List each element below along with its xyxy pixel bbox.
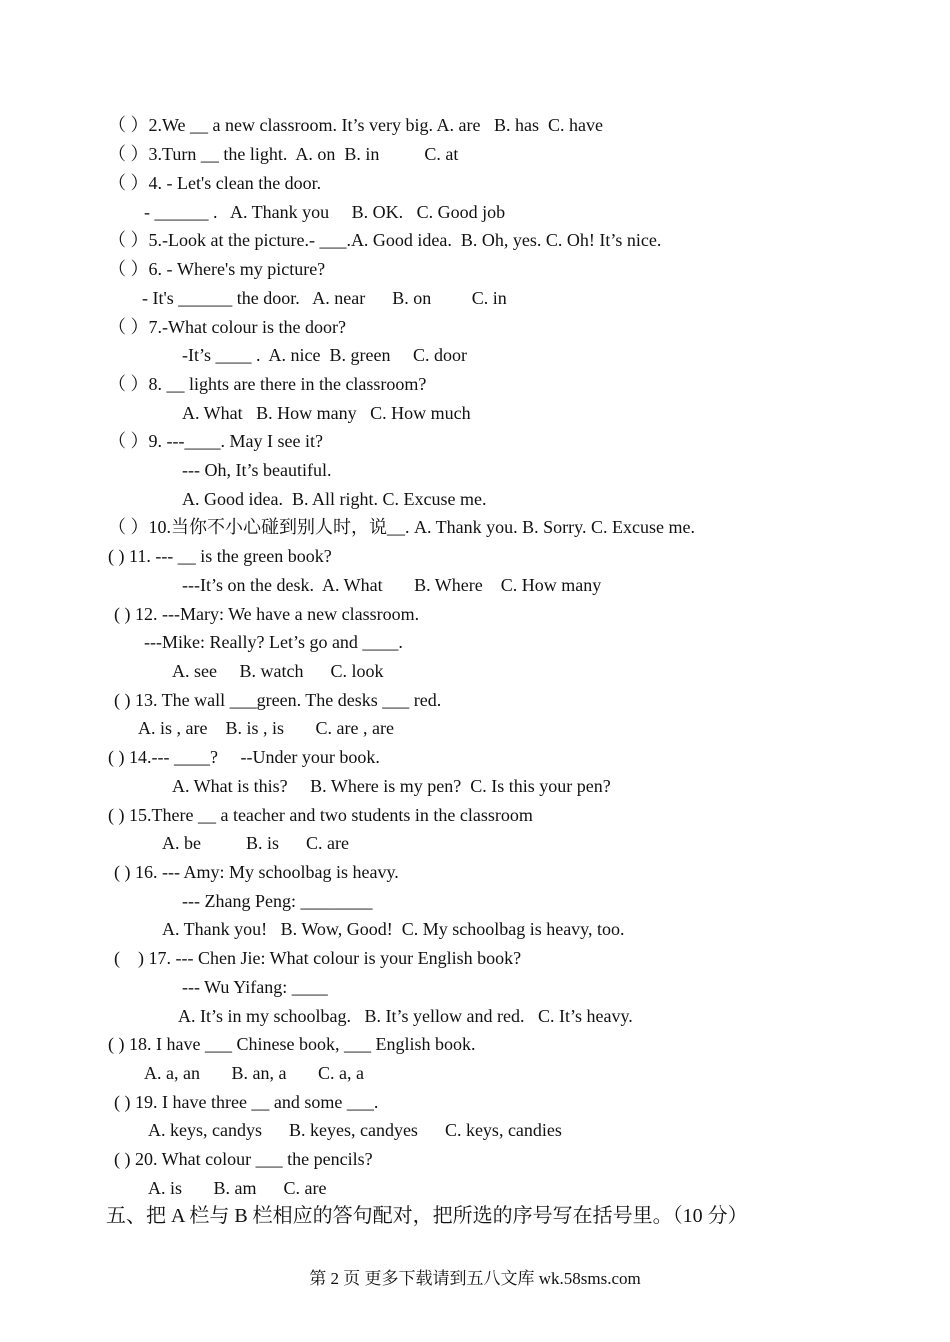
q12-line: ( ) 12. ---Mary: We have a new classroom. — [114, 604, 420, 624]
section-five-heading: 五、把 A 栏与 B 栏相应的答句配对，把所选的序号写在括号里。（10 分） — [106, 1205, 748, 1227]
q9-line: （ ）9. ---____. May I see it? — [108, 431, 323, 451]
q15-line: ( ) 15.There __ a teacher and two students in the classroom — [108, 805, 533, 825]
q4-options: - ______ . A. Thank you B. OK. C. Good job — [144, 202, 506, 222]
q17-line: ( ) 17. --- Chen Jie: What colour is your English book? — [114, 948, 522, 968]
q12-reply: ---Mike: Really? Let’s go and ____. — [144, 632, 403, 652]
q16-line: ( ) 16. --- Amy: My schoolbag is heavy. — [114, 862, 399, 882]
q5-line: （ ）5.-Look at the picture.- ___.A. Good idea. B. Oh, yes. C. Oh! It’s nice. — [108, 230, 662, 250]
q16-options: A. Thank you! B. Wow, Good! C. My schoolbag is heavy, too. — [162, 919, 625, 939]
q9-options: A. Good idea. B. All right. C. Excuse me. — [182, 489, 487, 509]
q8-line: （ ）8. __ lights are there in the classroom? — [108, 374, 427, 394]
q16-reply: --- Zhang Peng: ________ — [182, 891, 373, 911]
q7-options: -It’s ____ . A. nice B. green C. door — [182, 345, 467, 365]
q14-line: ( ) 14.--- ____? --Under your book. — [108, 747, 380, 767]
q14-options: A. What is this? B. Where is my pen? C. Is this your pen? — [172, 776, 611, 796]
q11-line: ( ) 11. --- __ is the green book? — [108, 546, 332, 566]
q2-line: （ ）2.We __ a new classroom. It’s very big. A. are B. has C. have — [108, 115, 603, 135]
q18-line: ( ) 18. I have ___ Chinese book, ___ English book. — [108, 1034, 476, 1054]
q3-line: （ ）3.Turn __ the light. A. on B. in C. at — [108, 144, 459, 164]
q15-options: A. be B. is C. are — [162, 833, 349, 853]
q7-line: （ ）7.-What colour is the door? — [108, 317, 346, 337]
q20-options: A. is B. am C. are — [148, 1178, 327, 1198]
page-footer: 第 2 页 更多下载请到五八文库 wk.58sms.com — [309, 1269, 641, 1288]
q13-options: A. is , are B. is , is C. are , are — [138, 718, 394, 738]
q9-reply: --- Oh, It’s beautiful. — [182, 460, 332, 480]
q17-options: A. It’s in my schoolbag. B. It’s yellow and red. C. It’s heavy. — [178, 1006, 633, 1026]
q20-line: ( ) 20. What colour ___ the pencils? — [114, 1149, 373, 1169]
q18-options: A. a, an B. an, a C. a, a — [144, 1063, 364, 1083]
q6-options: - It's ______ the door. A. near B. on C. in — [142, 288, 507, 308]
q12-options: A. see B. watch C. look — [172, 661, 384, 681]
q17-reply: --- Wu Yifang: ____ — [182, 977, 328, 997]
q4-line: （ ）4. - Let's clean the door. — [108, 173, 322, 193]
q11-options: ---It’s on the desk. A. What B. Where C. How many — [182, 575, 602, 595]
q13-line: ( ) 13. The wall ___green. The desks ___ red. — [114, 690, 442, 710]
q6-line: （ ）6. - Where's my picture? — [108, 259, 326, 279]
q19-options: A. keys, candys B. keyes, candyes C. keys, candies — [148, 1120, 562, 1140]
q10-line: （ ）10.当你不小心碰到别人时，说__. A. Thank you. B. Sorry. C. Excuse me. — [108, 517, 695, 537]
q8-options: A. What B. How many C. How much — [182, 403, 471, 423]
q19-line: ( ) 19. I have three __ and some ___. — [114, 1092, 379, 1112]
